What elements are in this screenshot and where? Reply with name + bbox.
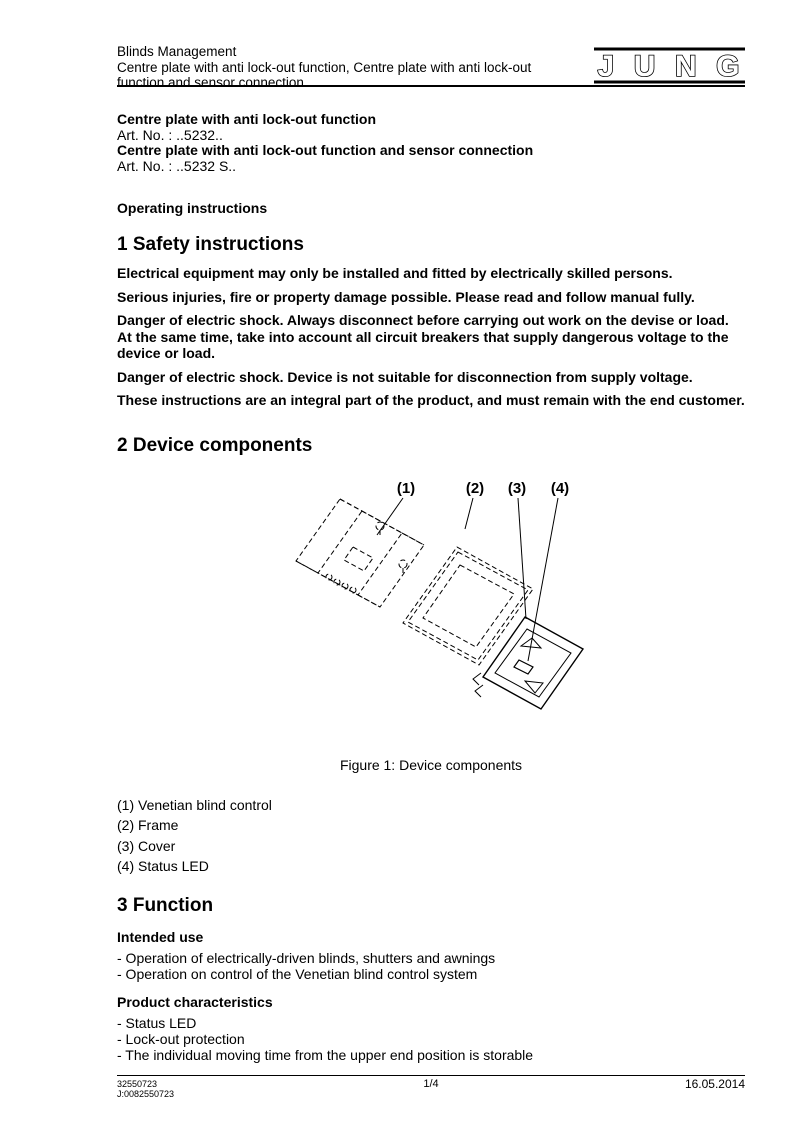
figure-label-3: (3)	[507, 479, 527, 497]
safety-paragraph: Danger of electric shock. Device is not suitable for disconnection from supply voltage.	[117, 368, 693, 385]
footer-page-number: 1/4	[423, 1078, 439, 1090]
safety-paragraph: These instructions are an integral part of the product, and must remain with the end customer.	[117, 392, 745, 408]
safety-paragraph: Electrical equipment may only be installed and fitted by electrically skilled persons.	[117, 265, 673, 281]
footer-doc-number: 32550723	[117, 1079, 158, 1089]
header-rule	[117, 85, 745, 87]
product2-name: Centre plate with anti lock-out function and sensor connection	[117, 142, 534, 158]
safety-paragraph: Serious injuries, fire or property damage possible. Please read and follow manual fully.	[117, 288, 695, 305]
doc-type-title: Operating instructions	[117, 200, 268, 216]
figure-device-components	[117, 469, 745, 755]
section-heading-safety: 1 Safety instructions	[117, 234, 304, 255]
header-subtitle-line2: function and sensor connection	[117, 75, 304, 90]
cover-drawing	[473, 617, 583, 709]
product-characteristic-item: - Lock-out protection	[117, 1030, 245, 1047]
intended-use-item: - Operation of electrically-driven blinds, shutters and awnings	[117, 949, 496, 966]
header-product-line: Blinds Management	[117, 44, 237, 59]
main-content	[117, 112, 745, 1063]
product2-art-no: Art. No. : ..5232 S..	[117, 157, 237, 174]
footer-doc-code: J:0082550723	[117, 1089, 175, 1099]
component-list-item: (2) Frame	[117, 817, 179, 833]
jung-logo-text: JUNG	[597, 50, 741, 83]
intended-use-title: Intended use	[117, 928, 204, 945]
component-list-item: (4) Status LED	[117, 858, 209, 874]
venetian-blind-control-drawing	[296, 499, 424, 607]
product1-name: Centre plate with anti lock-out function	[117, 111, 376, 127]
product-characteristics-title: Product characteristics	[117, 993, 273, 1010]
component-list-item: (1) Venetian blind control	[117, 796, 272, 813]
section-heading-function: 3 Function	[117, 894, 214, 916]
device-components-drawing	[267, 469, 612, 755]
component-list	[117, 795, 745, 877]
product-characteristic-item: - The individual moving time from the upper end position is storable	[117, 1046, 534, 1063]
component-list-item: (3) Cover	[117, 837, 176, 854]
figure-label-4: (4)	[550, 479, 570, 497]
header-subtitle-line1: Centre plate with anti lock-out function, Centre plate with anti lock-out	[117, 59, 532, 75]
product-characteristic-item: - Status LED	[117, 1014, 197, 1031]
footer-date: 16.05.2014	[684, 1077, 745, 1091]
status-led-drawing	[514, 660, 533, 674]
product-characteristics-list	[117, 1015, 745, 1063]
jung-logo	[594, 47, 745, 89]
product1-art-no: Art. No. : ..5232..	[117, 126, 223, 143]
figure-caption: Figure 1: Device components	[339, 756, 523, 773]
section-heading-components: 2 Device components	[117, 434, 313, 456]
figure-leader-lines	[377, 498, 558, 661]
jung-logo-graphic	[594, 47, 745, 84]
footer-rule	[117, 1075, 745, 1076]
safety-paragraph: Danger of electric shock. Always disconnect before carrying out work on the devise or load. At the same time, take into account all circuit breakers that supply dangerous voltage to the device or load.	[117, 312, 729, 361]
intended-use-list	[117, 950, 745, 982]
figure-label-2: (2)	[465, 479, 485, 497]
figure-label-1: (1)	[396, 479, 416, 497]
page-header	[117, 44, 587, 91]
intended-use-item: - Operation on control of the Venetian blind control system	[117, 965, 478, 982]
